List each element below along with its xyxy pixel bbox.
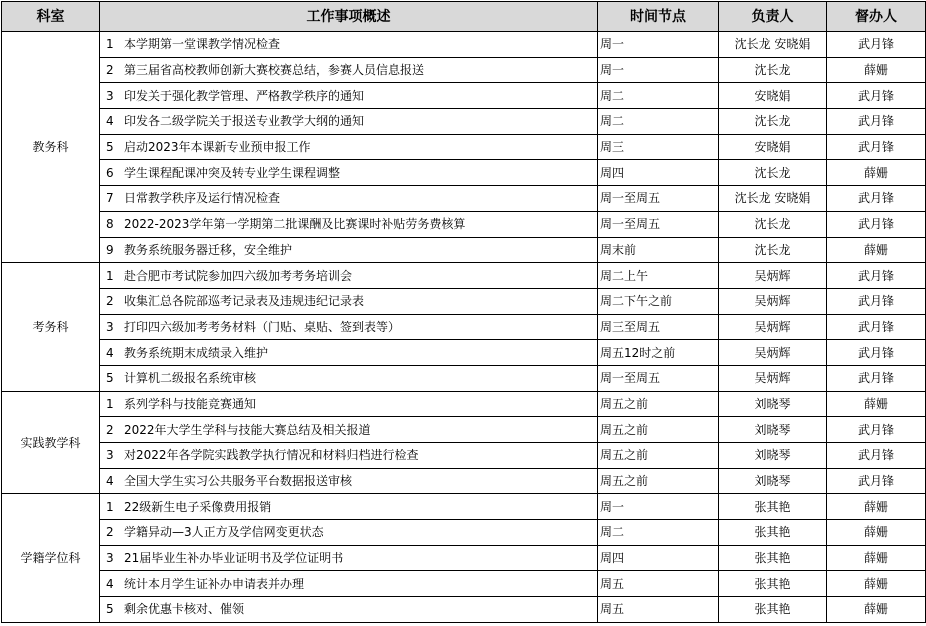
task-cell — [100, 468, 598, 494]
owner-cell: 张其艳 — [719, 571, 827, 597]
supervisor-cell: 武月锋 — [827, 314, 926, 340]
task-cell — [100, 57, 598, 83]
supervisor-cell: 武月锋 — [827, 83, 926, 109]
header-department: 科室 — [2, 2, 100, 32]
table-row — [2, 314, 926, 340]
task-cell — [100, 597, 598, 623]
header-owner: 负责人 — [719, 2, 827, 32]
task-cell — [100, 134, 598, 160]
supervisor-cell: 薛姗 — [827, 571, 926, 597]
task-number: 6 — [106, 165, 114, 180]
task-text: 2022-2023学年第一学期第二批课酬及比赛课时补贴劳务费核算 — [124, 217, 466, 232]
task-text: 22级新生电子采像费用报销 — [124, 499, 272, 514]
owner-cell: 刘晓琴 — [719, 468, 827, 494]
task-number: 3 — [106, 319, 114, 334]
task-number: 2 — [106, 294, 114, 309]
task-number: 1 — [106, 268, 114, 283]
supervisor-cell: 武月锋 — [827, 263, 926, 289]
table-row — [2, 494, 926, 520]
time-cell: 周三至周五 — [598, 314, 719, 340]
owner-cell: 吴炳辉 — [719, 365, 827, 391]
time-cell: 周一至周五 — [598, 186, 719, 212]
owner-cell: 安晓娟 — [719, 83, 827, 109]
owner-cell: 吴炳辉 — [719, 263, 827, 289]
task-cell — [100, 109, 598, 135]
supervisor-cell: 薛姗 — [827, 494, 926, 520]
task-number: 5 — [106, 371, 114, 386]
task-text: 印发关于强化教学管理、严格教学秩序的通知 — [124, 88, 365, 103]
supervisor-cell: 薛姗 — [827, 237, 926, 263]
task-cell — [100, 186, 598, 212]
task-cell — [100, 314, 598, 340]
time-cell: 周五之前 — [598, 468, 719, 494]
time-cell: 周五之前 — [598, 391, 719, 417]
task-number: 4 — [106, 114, 114, 129]
time-cell: 周末前 — [598, 237, 719, 263]
time-cell: 周一 — [598, 32, 719, 58]
owner-cell: 刘晓琴 — [719, 443, 827, 469]
task-number: 1 — [106, 37, 114, 52]
table-row — [2, 186, 926, 212]
task-text: 剩余优惠卡核对、催领 — [124, 602, 245, 617]
table-body — [2, 32, 926, 623]
supervisor-cell: 武月锋 — [827, 109, 926, 135]
task-number: 2 — [106, 422, 114, 437]
table-row — [2, 443, 926, 469]
owner-cell: 沈长龙 — [719, 109, 827, 135]
time-cell: 周五12时之前 — [598, 340, 719, 366]
time-cell: 周二 — [598, 520, 719, 546]
owner-cell: 安晓娟 — [719, 134, 827, 160]
supervisor-cell: 薛姗 — [827, 391, 926, 417]
owner-cell: 张其艳 — [719, 597, 827, 623]
task-text: 打印四六级加考考务材料（门贴、桌贴、签到表等） — [124, 319, 401, 334]
task-text: 教务系统期末成绩录入维护 — [124, 345, 269, 360]
supervisor-cell: 薛姗 — [827, 57, 926, 83]
owner-cell: 张其艳 — [719, 494, 827, 520]
task-number: 5 — [106, 602, 114, 617]
table-row — [2, 83, 926, 109]
supervisor-cell: 武月锋 — [827, 340, 926, 366]
supervisor-cell: 武月锋 — [827, 365, 926, 391]
owner-cell: 张其艳 — [719, 520, 827, 546]
owner-cell: 沈长龙 — [719, 237, 827, 263]
table-row — [2, 237, 926, 263]
table-row — [2, 468, 926, 494]
time-cell: 周一 — [598, 494, 719, 520]
header-time: 时间节点 — [598, 2, 719, 32]
supervisor-cell: 武月锋 — [827, 288, 926, 314]
task-text: 统计本月学生证补办申请表并办理 — [124, 576, 305, 591]
task-number: 4 — [106, 345, 114, 360]
table-row — [2, 365, 926, 391]
owner-cell: 张其艳 — [719, 545, 827, 571]
task-cell — [100, 571, 598, 597]
task-text: 日常教学秩序及运行情况检查 — [124, 191, 281, 206]
time-cell: 周一至周五 — [598, 365, 719, 391]
task-text: 第三届省高校教师创新大赛校赛总结，参赛人员信息报送 — [124, 63, 425, 78]
task-text: 启动2023年本课新专业预申报工作 — [124, 140, 311, 155]
task-text: 印发各二级学院关于报送专业教学大纲的通知 — [124, 114, 365, 129]
table-row — [2, 391, 926, 417]
task-cell — [100, 83, 598, 109]
table-row — [2, 109, 926, 135]
table-row — [2, 32, 926, 58]
time-cell: 周五 — [598, 571, 719, 597]
time-cell: 周二 — [598, 83, 719, 109]
table-row — [2, 571, 926, 597]
table-row — [2, 263, 926, 289]
supervisor-cell: 武月锋 — [827, 211, 926, 237]
task-cell — [100, 32, 598, 58]
owner-cell: 沈长龙 — [719, 160, 827, 186]
supervisor-cell: 武月锋 — [827, 32, 926, 58]
owner-cell: 吴炳辉 — [719, 340, 827, 366]
task-cell — [100, 211, 598, 237]
time-cell: 周二上午 — [598, 263, 719, 289]
task-text: 学籍异动—3人正方及学信网变更状态 — [124, 525, 324, 540]
task-cell — [100, 160, 598, 186]
table-row — [2, 160, 926, 186]
table-row — [2, 57, 926, 83]
time-cell: 周五之前 — [598, 443, 719, 469]
task-text: 学生课程配课冲突及转专业学生课程调整 — [124, 165, 341, 180]
time-cell: 周四 — [598, 545, 719, 571]
supervisor-cell: 薛姗 — [827, 545, 926, 571]
supervisor-cell: 武月锋 — [827, 134, 926, 160]
owner-cell: 刘晓琴 — [719, 391, 827, 417]
task-cell — [100, 340, 598, 366]
task-text: 2022年大学生学科与技能大赛总结及相关报道 — [124, 422, 371, 437]
task-cell — [100, 391, 598, 417]
supervisor-cell: 薛姗 — [827, 520, 926, 546]
task-number: 3 — [106, 448, 114, 463]
task-number: 4 — [106, 576, 114, 591]
time-cell: 周二下午之前 — [598, 288, 719, 314]
table-row — [2, 134, 926, 160]
task-text: 本学期第一堂课教学情况检查 — [124, 37, 281, 52]
task-number: 7 — [106, 191, 114, 206]
work-schedule-table — [1, 1, 926, 623]
department-cell: 实践教学科 — [2, 391, 100, 494]
task-cell — [100, 545, 598, 571]
owner-cell: 吴炳辉 — [719, 314, 827, 340]
owner-cell: 吴炳辉 — [719, 288, 827, 314]
department-cell: 教务科 — [2, 32, 100, 263]
task-text: 计算机二级报名系统审核 — [124, 371, 257, 386]
task-cell — [100, 494, 598, 520]
department-cell: 学籍学位科 — [2, 494, 100, 622]
supervisor-cell: 薛姗 — [827, 597, 926, 623]
owner-cell: 沈长龙 — [719, 57, 827, 83]
supervisor-cell: 薛姗 — [827, 160, 926, 186]
task-number: 2 — [106, 525, 114, 540]
task-text: 教务系统服务器迁移，安全维护 — [124, 242, 293, 257]
task-cell — [100, 417, 598, 443]
task-cell — [100, 263, 598, 289]
time-cell: 周一 — [598, 57, 719, 83]
task-text: 21届毕业生补办毕业证明书及学位证明书 — [124, 551, 344, 566]
supervisor-cell: 武月锋 — [827, 443, 926, 469]
task-cell — [100, 365, 598, 391]
task-number: 3 — [106, 551, 114, 566]
task-number: 1 — [106, 396, 114, 411]
time-cell: 周一至周五 — [598, 211, 719, 237]
table-row — [2, 340, 926, 366]
task-cell — [100, 443, 598, 469]
task-cell — [100, 237, 598, 263]
table-row — [2, 520, 926, 546]
owner-cell: 沈长龙 安晓娟 — [719, 32, 827, 58]
table-row — [2, 417, 926, 443]
owner-cell: 刘晓琴 — [719, 417, 827, 443]
table-header-row — [2, 2, 926, 32]
time-cell: 周二 — [598, 109, 719, 135]
task-number: 8 — [106, 217, 114, 232]
time-cell: 周三 — [598, 134, 719, 160]
task-number: 3 — [106, 88, 114, 103]
task-text: 系列学科与技能竞赛通知 — [124, 396, 257, 411]
task-cell — [100, 520, 598, 546]
time-cell: 周五之前 — [598, 417, 719, 443]
task-text: 对2022年各学院实践教学执行情况和材料归档进行检查 — [124, 448, 419, 463]
table-row — [2, 288, 926, 314]
task-number: 2 — [106, 63, 114, 78]
task-number: 9 — [106, 242, 114, 257]
table-row — [2, 597, 926, 623]
owner-cell: 沈长龙 — [719, 211, 827, 237]
table-row — [2, 545, 926, 571]
time-cell: 周四 — [598, 160, 719, 186]
time-cell: 周五 — [598, 597, 719, 623]
supervisor-cell: 武月锋 — [827, 468, 926, 494]
table-row — [2, 211, 926, 237]
task-number: 4 — [106, 474, 114, 489]
task-number: 5 — [106, 140, 114, 155]
task-text: 全国大学生实习公共服务平台数据报送审核 — [124, 474, 353, 489]
supervisor-cell: 武月锋 — [827, 417, 926, 443]
supervisor-cell: 武月锋 — [827, 186, 926, 212]
department-cell: 考务科 — [2, 263, 100, 391]
task-cell — [100, 288, 598, 314]
owner-cell: 沈长龙 安晓娟 — [719, 186, 827, 212]
header-supervisor: 督办人 — [827, 2, 926, 32]
task-text: 赴合肥市考试院参加四六级加考考务培训会 — [124, 268, 353, 283]
task-number: 1 — [106, 499, 114, 514]
header-task: 工作事项概述 — [100, 2, 598, 32]
task-text: 收集汇总各院部巡考记录表及违规违纪记录表 — [124, 294, 365, 309]
